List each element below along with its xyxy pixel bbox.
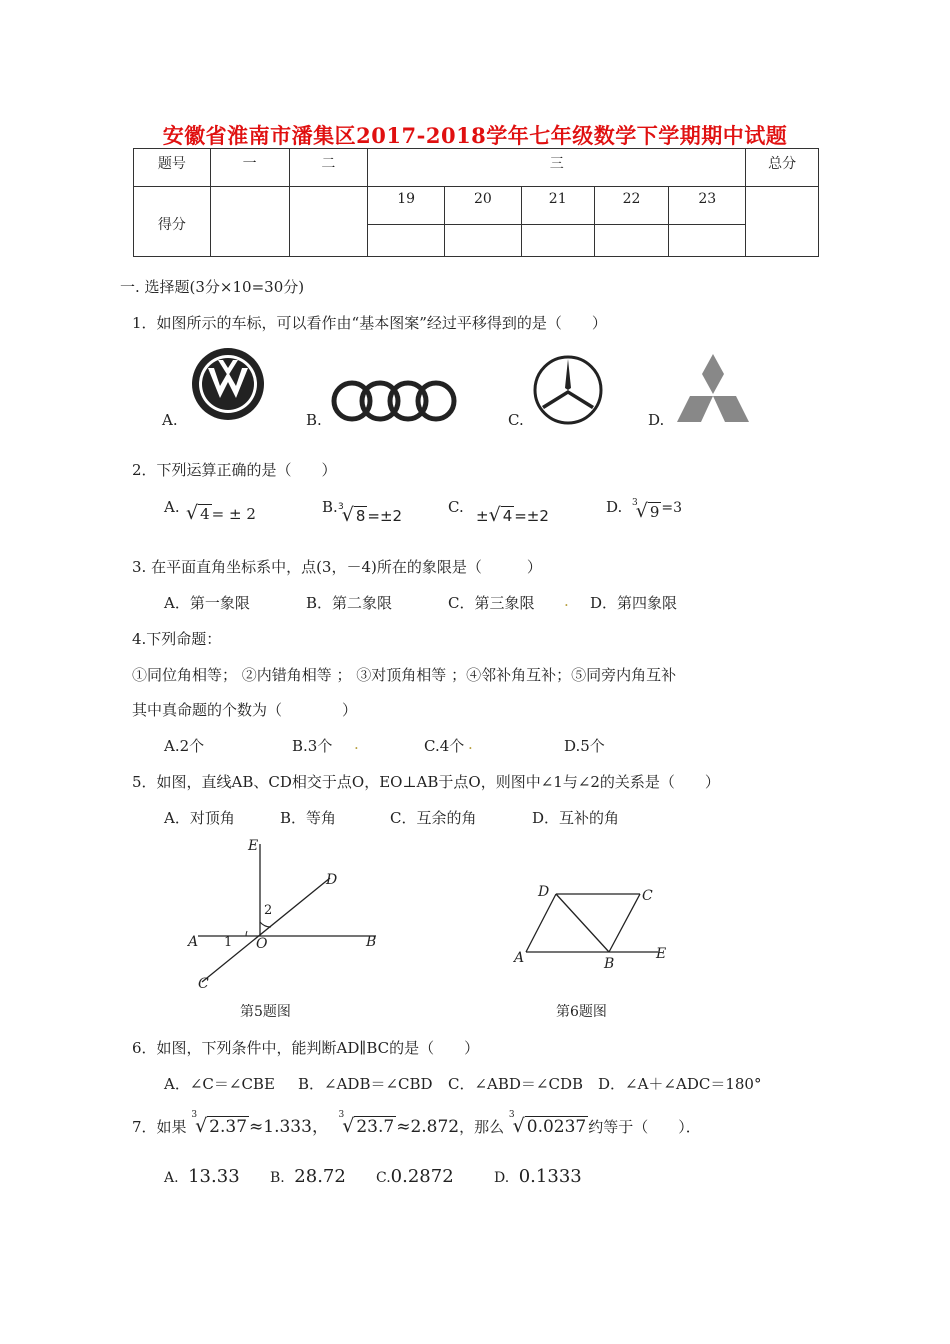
score-cell[interactable] <box>289 187 368 257</box>
fig6-label-b: B <box>604 956 615 972</box>
q3-option-c: C．第三象限 <box>448 594 535 612</box>
decorative-dot: . <box>354 735 359 753</box>
score-cell[interactable] <box>210 187 289 257</box>
q7-option-b: B. 28.72 <box>270 1166 346 1187</box>
section-heading: 一. 选择题(3分×10=30分) <box>120 278 305 296</box>
q4-option-b: B.3个 <box>292 737 333 755</box>
table-row-label: 得分 <box>134 187 211 257</box>
sub-number-cell: 21 <box>521 187 594 225</box>
fig6-label-a: A <box>514 950 525 966</box>
q3-option-a: A．第一象限 <box>164 594 250 612</box>
q6-option-d: D．∠A＋∠ADC＝180° <box>598 1075 762 1093</box>
radical-icon: √ <box>512 1115 525 1137</box>
q3-option-d: D．第四象限 <box>590 594 678 612</box>
fig5-label-d: D <box>326 872 338 888</box>
q7-option-a: A. 13.33 <box>164 1166 240 1187</box>
q1-option-a-label: A. <box>162 411 178 429</box>
q2-option-c-expr: ±√ 4 =±2 <box>476 504 549 526</box>
decorative-dot: . <box>564 592 569 610</box>
question-1: 1．如图所示的车标，可以看作由“基本图案”经过平移得到的是（ ） <box>132 314 607 332</box>
question-3: 3. 在平面直角坐标系中，点(3，－4)所在的象限是（ ） <box>132 558 542 576</box>
q2-option-a-expr: √ 4 = ± 2 <box>186 502 256 524</box>
q5-option-d: D．互补的角 <box>532 809 620 827</box>
score-cell[interactable] <box>746 187 819 257</box>
mercedes-logo-icon <box>532 354 604 426</box>
fig5-label-b: B <box>366 934 377 950</box>
volkswagen-logo-icon <box>190 346 266 422</box>
q4-option-d: D.5个 <box>564 737 605 755</box>
radical-icon: √ <box>488 504 501 526</box>
q4-ask: 其中真命题的个数为（ ） <box>132 701 358 719</box>
q6-option-c: C．∠ABD＝∠CDB <box>448 1075 584 1093</box>
fig6-label-d: D <box>538 884 550 900</box>
table-header-cell: 一 <box>210 149 289 187</box>
radical-icon: √ <box>635 500 648 522</box>
table-header-cell: 三 <box>368 149 746 187</box>
sub-number-cell: 23 <box>669 187 746 225</box>
figure-5-diagram <box>180 832 400 992</box>
q2-option-d-label: D. <box>606 498 623 516</box>
fig5-label-o: O <box>256 936 268 952</box>
fig6-label-e: E <box>656 946 667 962</box>
figure-6-diagram <box>508 878 678 974</box>
q5-option-a: A．对顶角 <box>164 809 235 827</box>
figure-5-caption: 第5题图 <box>240 1004 291 1020</box>
fig5-angle-2: 2 <box>264 903 273 918</box>
score-cell[interactable] <box>368 225 445 257</box>
q7-option-c: C.0.2872 <box>376 1166 454 1187</box>
table-header-cell: 总分 <box>746 149 819 187</box>
q2-option-b-expr: $^3$√ 8 =±2 <box>338 502 403 526</box>
figure-6-caption: 第6题图 <box>556 1004 607 1020</box>
question-2: 2．下列运算正确的是（ ） <box>132 461 337 479</box>
q5-option-b: B．等角 <box>280 809 337 827</box>
sub-number-cell: 20 <box>445 187 522 225</box>
fig6-label-c: C <box>642 888 653 904</box>
radical-icon: √ <box>186 502 199 524</box>
score-cell[interactable] <box>445 225 522 257</box>
q6-option-a: A．∠C＝∠CBE <box>164 1075 275 1093</box>
q3-option-b: B．第二象限 <box>306 594 393 612</box>
q4-option-a: A.2个 <box>164 737 205 755</box>
radical-icon: √ <box>342 1115 355 1137</box>
audi-logo-icon <box>330 378 460 424</box>
q1-option-d-label: D. <box>648 411 665 429</box>
q5-option-c: C．互余的角 <box>390 809 477 827</box>
q1-option-b-label: B. <box>306 411 322 429</box>
q1-option-c-label: C. <box>508 411 524 429</box>
q7-option-d: D. 0.1333 <box>494 1166 582 1187</box>
fig5-label-a: A <box>188 934 199 950</box>
score-cell[interactable] <box>594 225 669 257</box>
score-cell[interactable] <box>669 225 746 257</box>
q4-propositions: ①同位角相等； ②内错角相等 ； ③对顶角相等 ；④邻补角互补；⑤同旁内角互补 <box>132 666 677 684</box>
q6-option-b: B．∠ADB＝∠CBD <box>298 1075 433 1093</box>
score-cell[interactable] <box>521 225 594 257</box>
radical-icon: √ <box>341 504 354 526</box>
question-7: 7．如果 $^3$√ 2.37 ≈1.333， $^3$√ 23.7 ≈2.872，那么 $^3$√ 0.0237 约等于（ ）． <box>132 1110 701 1137</box>
q2-option-c-label: C. <box>448 498 464 516</box>
table-header-cell: 二 <box>289 149 368 187</box>
q4-option-c: C.4个 <box>424 737 465 755</box>
page-title: 安徽省淮南市潘集区2017-2018学年七年级数学下学期期中试题 <box>162 123 788 148</box>
fig5-label-c: C <box>198 976 209 992</box>
q2-option-b-label: B. <box>322 498 338 516</box>
q2-option-d-expr: $^3$√ 9 =3 <box>632 498 683 522</box>
fig5-label-e: E <box>248 838 259 854</box>
sub-number-cell: 22 <box>594 187 669 225</box>
question-6: 6．如图，下列条件中，能判断AD∥BC的是（ ） <box>132 1039 480 1057</box>
question-4: 4.下列命题： <box>132 630 222 648</box>
question-5: 5．如图，直线AB、CD相交于点O，EO⊥AB于点O，则图中∠1与∠2的关系是（ ） <box>132 773 720 791</box>
score-table <box>133 148 819 257</box>
mitsubishi-logo-icon <box>674 352 752 426</box>
q2-option-a-label: A. <box>164 498 180 516</box>
fig5-angle-1: 1 <box>224 935 233 950</box>
sub-number-cell: 19 <box>368 187 445 225</box>
table-header-cell: 题号 <box>134 149 211 187</box>
radical-icon: √ <box>195 1115 208 1137</box>
decorative-dot: . <box>468 735 473 753</box>
